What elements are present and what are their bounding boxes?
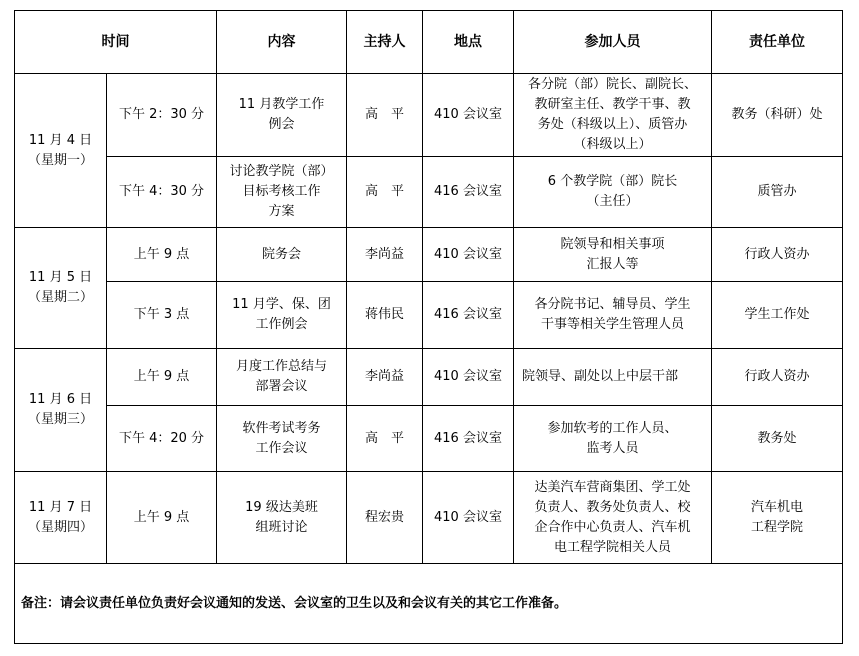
place-cell: 410 会议室 (423, 349, 514, 406)
host-cell: 高 平 (347, 157, 423, 228)
place-cell: 410 会议室 (423, 472, 514, 564)
attendees-cell: 院领导、副处以上中层干部 (514, 349, 712, 406)
time-cell: 下午 3 点 (107, 282, 217, 349)
host-cell: 程宏贵 (347, 472, 423, 564)
host-cell: 蒋伟民 (347, 282, 423, 349)
attendees-cell: 各分院书记、辅导员、学生 干事等相关学生管理人员 (514, 282, 712, 349)
table-row (15, 282, 843, 349)
unit-cell: 学生工作处 (712, 282, 843, 349)
date-cell: 11 月 7 日 （星期四） (15, 472, 107, 564)
place-cell: 416 会议室 (423, 282, 514, 349)
content-cell: 软件考试考务 工作会议 (217, 406, 347, 472)
date-cell: 11 月 6 日 （星期三） (15, 349, 107, 472)
attendees-cell: 6 个教学院（部）院长 （主任） (514, 157, 712, 228)
table-row (15, 406, 843, 472)
host-cell: 李尚益 (347, 349, 423, 406)
header-unit: 责任单位 (712, 11, 843, 74)
table-row (15, 228, 843, 282)
content-cell: 讨论教学院（部） 目标考核工作 方案 (217, 157, 347, 228)
host-cell: 李尚益 (347, 228, 423, 282)
header-row (15, 11, 843, 74)
header-attendees: 参加人员 (514, 11, 712, 74)
unit-cell: 教务（科研）处 (712, 74, 843, 157)
host-cell: 高 平 (347, 406, 423, 472)
content-cell: 19 级达美班 组班讨论 (217, 472, 347, 564)
time-cell: 上午 9 点 (107, 228, 217, 282)
unit-cell: 行政人资办 (712, 349, 843, 406)
meeting-schedule-table (14, 10, 843, 644)
unit-cell: 行政人资办 (712, 228, 843, 282)
note-row (15, 564, 843, 644)
attendees-cell: 各分院（部）院长、副院长、 教研室主任、教学干事、教 务处（科级以上）、质管办 （科级以上） (514, 74, 712, 157)
content-cell: 11 月教学工作 例会 (217, 74, 347, 157)
time-cell: 下午 4：20 分 (107, 406, 217, 472)
unit-cell: 教务处 (712, 406, 843, 472)
header-place: 地点 (423, 11, 514, 74)
date-cell: 11 月 5 日 （星期二） (15, 228, 107, 349)
place-cell: 410 会议室 (423, 74, 514, 157)
table-row (15, 74, 843, 157)
table-row (15, 349, 843, 406)
attendees-cell: 院领导和相关事项 汇报人等 (514, 228, 712, 282)
place-cell: 416 会议室 (423, 157, 514, 228)
content-cell: 院务会 (217, 228, 347, 282)
time-cell: 下午 4：30 分 (107, 157, 217, 228)
header-time: 时间 (15, 11, 217, 74)
place-cell: 416 会议室 (423, 406, 514, 472)
table-row (15, 157, 843, 228)
date-cell: 11 月 4 日 （星期一） (15, 74, 107, 228)
attendees-cell: 达美汽车营商集团、学工处 负责人、教务处负责人、校 企合作中心负责人、汽车机 电工程学院相关人员 (514, 472, 712, 564)
host-cell: 高 平 (347, 74, 423, 157)
note-text: 备注：请会议责任单位负责好会议通知的发送、会议室的卫生以及和会议有关的其它工作准备。 (15, 564, 843, 644)
table-row (15, 472, 843, 564)
time-cell: 上午 9 点 (107, 349, 217, 406)
content-cell: 月度工作总结与 部署会议 (217, 349, 347, 406)
content-cell: 11 月学、保、团 工作例会 (217, 282, 347, 349)
header-host: 主持人 (347, 11, 423, 74)
unit-cell: 汽车机电 工程学院 (712, 472, 843, 564)
unit-cell: 质管办 (712, 157, 843, 228)
place-cell: 410 会议室 (423, 228, 514, 282)
time-cell: 下午 2：30 分 (107, 74, 217, 157)
attendees-cell: 参加软考的工作人员、 监考人员 (514, 406, 712, 472)
time-cell: 上午 9 点 (107, 472, 217, 564)
header-content: 内容 (217, 11, 347, 74)
